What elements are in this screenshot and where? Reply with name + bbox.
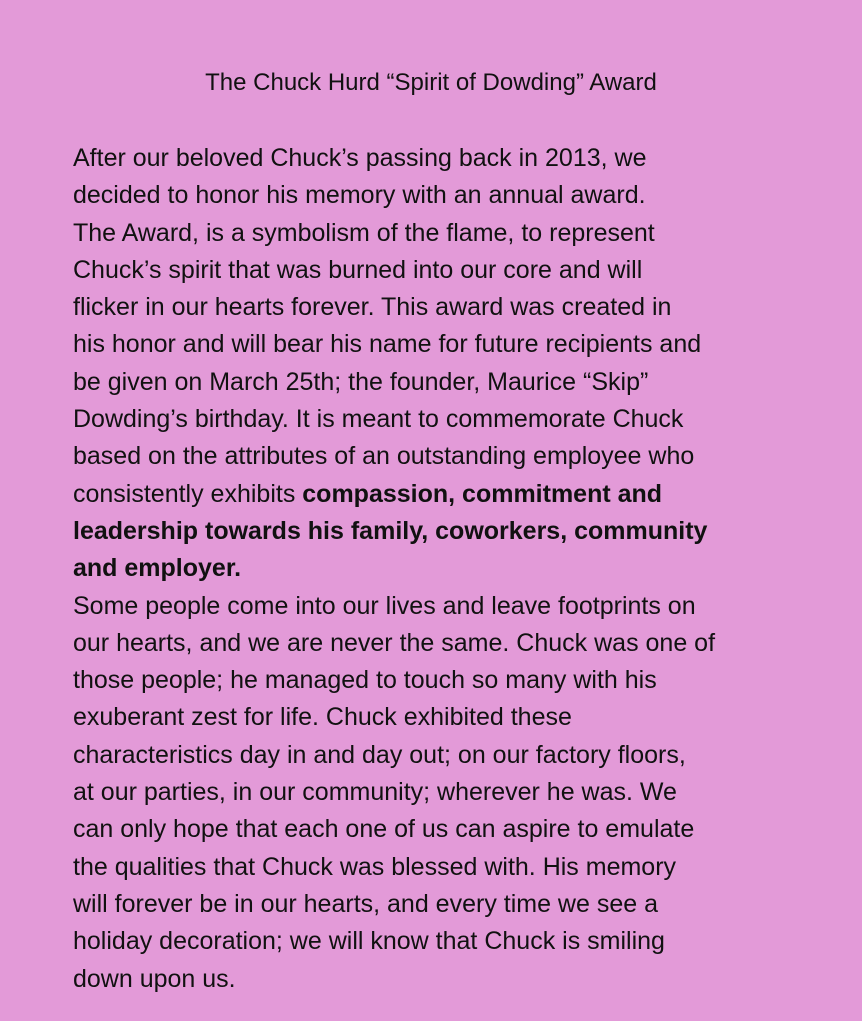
text-line: The Award, is a symbolism of the flame, to represent [73, 218, 655, 247]
text-line-mixed [73, 476, 813, 513]
text-line: After our beloved Chuck’s passing back in 2013, we [73, 144, 647, 172]
text-line: Chuck’s spirit that was burned into our core and will [73, 255, 643, 284]
award-description [73, 140, 813, 998]
text-line: his honor and will bear his name for future recipients and [73, 330, 702, 359]
attributes-emphasis-line: and employer. [73, 554, 242, 583]
text-line: flicker in our hearts forever. This award was created in [73, 293, 672, 322]
text-normal: consistently exhibits [73, 479, 303, 508]
paragraph-history [73, 140, 813, 588]
text-line: be given on March 25th; the founder, Maurice “Skip” [73, 367, 649, 396]
text-line: holiday decoration; we will know that Chuck is smiling [73, 927, 665, 956]
text-line: the qualities that Chuck was blessed with. His memory [73, 852, 677, 881]
text-line: will forever be in our hearts, and every time we see a [73, 889, 658, 918]
attributes-emphasis-line: leadership towards his family, coworkers, community [73, 516, 708, 545]
text-line: can only hope that each one of us can aspire to emulate [73, 815, 695, 844]
text-line: Dowding’s birthday. It is meant to commemorate Chuck [73, 405, 684, 434]
text-line: our hearts, and we are never the same. Chuck was one of [73, 628, 716, 657]
text-line: down upon us. [73, 964, 236, 993]
text-line: Some people come into our lives and leave footprints on [73, 591, 696, 620]
text-line: decided to honor his memory with an annual award. [73, 181, 646, 210]
text-line: those people; he managed to touch so many with his [73, 666, 657, 695]
page-title: The Chuck Hurd “Spirit of Dowding” Award [205, 69, 657, 96]
text-line: exuberant zest for life. Chuck exhibited these [73, 703, 572, 732]
text-line: at our parties, in our community; wherever he was. We [73, 778, 677, 807]
text-line: based on the attributes of an outstanding employee who [73, 442, 695, 471]
text-line: characteristics day in and day out; on our factory floors, [73, 740, 686, 769]
paragraph-tribute [73, 588, 813, 998]
attributes-emphasis: compassion, commitment and [302, 479, 663, 508]
